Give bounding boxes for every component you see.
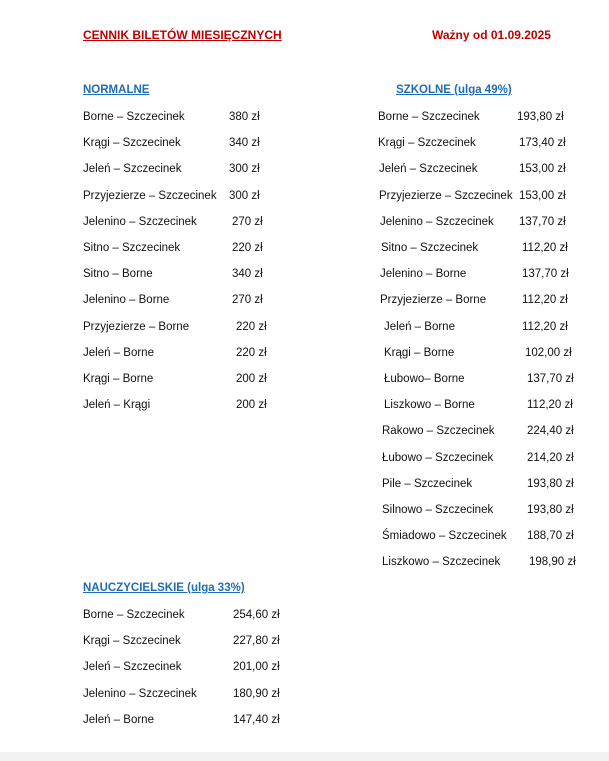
- ticket-price: 300 zł: [229, 163, 260, 175]
- ticket-price: 220 zł: [236, 321, 267, 333]
- ticket-price: 193,80 zł: [527, 478, 574, 490]
- ticket-price: 147,40 zł: [233, 714, 280, 726]
- ticket-price: 270 zł: [232, 294, 263, 306]
- ticket-price: 112,20 zł: [522, 321, 568, 333]
- ticket-price: 300 zł: [229, 190, 260, 202]
- route-name: Jeleń – Borne: [83, 347, 154, 359]
- ticket-price: 193,80 zł: [517, 111, 564, 123]
- ticket-price: 270 zł: [232, 216, 263, 228]
- ticket-price: 254,60 zł: [233, 609, 280, 621]
- route-name: Jeleń – Borne: [83, 714, 154, 726]
- ticket-price: 112,20 zł: [522, 242, 568, 254]
- ticket-price: 220 zł: [232, 242, 263, 254]
- ticket-price: 193,80 zł: [527, 504, 574, 516]
- route-name: Sitno – Borne: [83, 268, 153, 280]
- section-heading-normalne: NORMALNE: [83, 84, 150, 96]
- route-name: Przyjezierze – Szczecinek: [379, 190, 513, 202]
- route-name: Przyjezierze – Borne: [380, 294, 487, 306]
- ticket-price: 340 zł: [232, 268, 263, 280]
- route-name: Sitno – Szczecinek: [83, 242, 181, 254]
- ticket-price: 188,70 zł: [527, 530, 574, 542]
- route-name: Jeleń – Borne: [384, 321, 455, 333]
- route-name: Sitno – Szczecinek: [381, 242, 479, 254]
- route-name: Borne – Szczecinek: [83, 609, 185, 621]
- route-name: Pile – Szczecinek: [382, 478, 473, 490]
- section-heading-nauczycielskie: NAUCZYCIELSKIE (ulga 33%): [83, 582, 245, 594]
- ticket-price: 340 zł: [229, 137, 260, 149]
- ticket-price: 380 zł: [229, 111, 260, 123]
- page-bottom-edge: [0, 752, 609, 761]
- route-name: Jelenino – Szczecinek: [83, 688, 197, 700]
- route-name: Przyjezierze – Szczecinek: [83, 190, 217, 202]
- ticket-price: 153,00 zł: [519, 163, 566, 175]
- ticket-price: 200 zł: [236, 399, 267, 411]
- route-name: Borne – Szczecinek: [378, 111, 480, 123]
- ticket-price: 180,90 zł: [233, 688, 280, 700]
- route-name: Jeleń – Szczecinek: [83, 163, 182, 175]
- route-name: Śmiadowo – Szczecinek: [382, 530, 507, 542]
- route-name: Liszkowo – Szczecinek: [382, 556, 501, 568]
- valid-from-date: Ważny od 01.09.2025: [432, 28, 551, 42]
- route-name: Rakowo – Szczecinek: [382, 425, 495, 437]
- section-heading-szkolne: SZKOLNE (ulga 49%): [396, 84, 512, 96]
- route-name: Krągi – Szczecinek: [83, 137, 181, 149]
- route-name: Krągi – Borne: [83, 373, 154, 385]
- ticket-price: 198,90 zł: [529, 556, 576, 568]
- route-name: Liszkowo – Borne: [384, 399, 475, 411]
- ticket-price: 173,40 zł: [519, 137, 566, 149]
- route-name: Łubowo – Szczecinek: [382, 452, 494, 464]
- route-name: Jelenino – Szczecinek: [83, 216, 197, 228]
- route-name: Jeleń – Szczecinek: [83, 661, 182, 673]
- route-name: Krągi – Szczecinek: [378, 137, 476, 149]
- route-name: Łubowo– Borne: [384, 373, 465, 385]
- ticket-price: 137,70 zł: [522, 268, 569, 280]
- route-name: Jelenino – Borne: [83, 294, 170, 306]
- ticket-price: 200 zł: [236, 373, 267, 385]
- route-name: Krągi – Szczecinek: [83, 635, 181, 647]
- route-name: Krągi – Borne: [384, 347, 455, 359]
- ticket-price: 137,70 zł: [527, 373, 574, 385]
- route-name: Przyjezierze – Borne: [83, 321, 190, 333]
- route-name: Jeleń – Krągi: [83, 399, 151, 411]
- route-name: Silnowo – Szczecinek: [382, 504, 494, 516]
- ticket-price: 153,00 zł: [519, 190, 566, 202]
- ticket-price: 102,00 zł: [525, 347, 572, 359]
- ticket-price: 201,00 zł: [233, 661, 280, 673]
- ticket-price: 220 zł: [236, 347, 267, 359]
- route-name: Jelenino – Borne: [380, 268, 467, 280]
- route-name: Borne – Szczecinek: [83, 111, 185, 123]
- ticket-price: 227,80 zł: [233, 635, 280, 647]
- ticket-price: 112,20 zł: [522, 294, 568, 306]
- ticket-price: 224,40 zł: [527, 425, 574, 437]
- ticket-price: 214,20 zł: [527, 452, 574, 464]
- ticket-price: 112,20 zł: [527, 399, 573, 411]
- page-title: CENNIK BILETÓW MIESIĘCZNYCH: [83, 28, 282, 42]
- route-name: Jelenino – Szczecinek: [380, 216, 494, 228]
- ticket-price: 137,70 zł: [519, 216, 566, 228]
- route-name: Jeleń – Szczecinek: [379, 163, 478, 175]
